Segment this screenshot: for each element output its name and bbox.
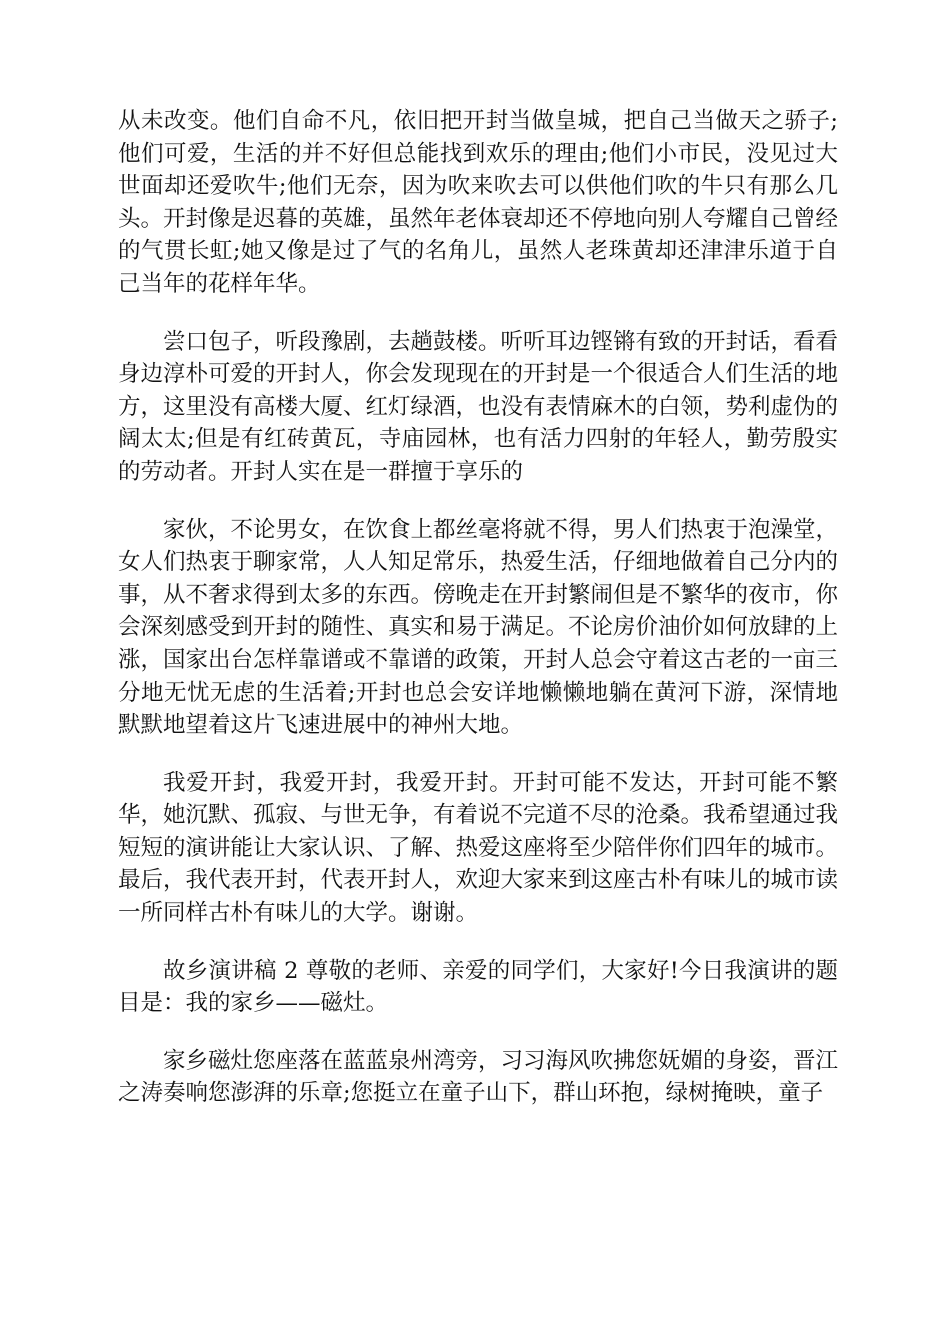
- document-body: [118, 105, 838, 1135]
- paragraph-3: 家伙，不论男女，在饮食上都丝毫将就不得，男人们热衷于泡澡堂，女人们热衷于聊家常，人人知足常乐，热爱生活，仔细地做着自己分内的事，从不奢求得到太多的东西。傍晚走在开封繁闹但是不繁华的夜市，你会深刻感受到开封的随性、真实和易于满足。不论房价油价如何放肆的上涨，国家出台怎样靠谱或不靠谱的政策，开封人总会守着这古老的一亩三分地无忧无虑的生活着;开封也总会安详地懒懒地躺在黄河下游，深情地默默地望着这片飞速进展中的神州大地。: [118, 516, 839, 739]
- paragraph-6: 家乡磁灶您座落在蓝蓝泉州湾旁，习习海风吹拂您妩媚的身姿，晋江之涛奏响您澎湃的乐章;您挺立在童子山下，群山环抱，绿树掩映，童子: [118, 1047, 839, 1107]
- paragraph-5: 故乡演讲稿 2 尊敬的老师、亲爱的同学们，大家好!今日我演讲的题目是：我的家乡——磁灶。: [118, 957, 838, 1017]
- paragraph-2: 尝口包子，听段豫剧，去趟鼓楼。听听耳边铿锵有致的开封话，看看身边淳朴可爱的开封人，你会发现现在的开封是一个很适合人们生活的地方，这里没有高楼大厦、红灯绿酒，也没有表情麻木的白领，势利虚伪的阔太太;但是有红砖黄瓦，寺庙园林，也有活力四射的年轻人，勤劳殷实的劳动者。开封人实在是一群擅于享乐的: [118, 328, 839, 485]
- paragraph-4: 我爱开封，我爱开封，我爱开封。开封可能不发达，开封可能不繁华，她沉默、孤寂、与世无争，有着说不完道不尽的沧桑。我希望通过我短短的演讲能让大家认识、了解、热爱这座将至少陪伴你们四年的城市。最后，我代表开封，代表开封人，欢迎大家来到这座古朴有味儿的城市读一所同样古朴有味儿的大学。谢谢。: [118, 769, 839, 927]
- paragraph-1: 从未改变。他们自命不凡，依旧把开封当做皇城，把自己当做天之骄子;他们可爱，生活的并不好但总能找到欢乐的理由;他们小市民，没见过大世面却还爱吹牛;他们无奈，因为吹来吹去可以供他们吹的牛只有那么几头。开封像是迟暮的英雄，虽然年老体衰却还不停地向别人夸耀自己曾经的气贯长虹;她又像是过了气的名角儿，虽然人老珠黄却还津津乐道于自己当年的花样年华。: [118, 108, 839, 297]
